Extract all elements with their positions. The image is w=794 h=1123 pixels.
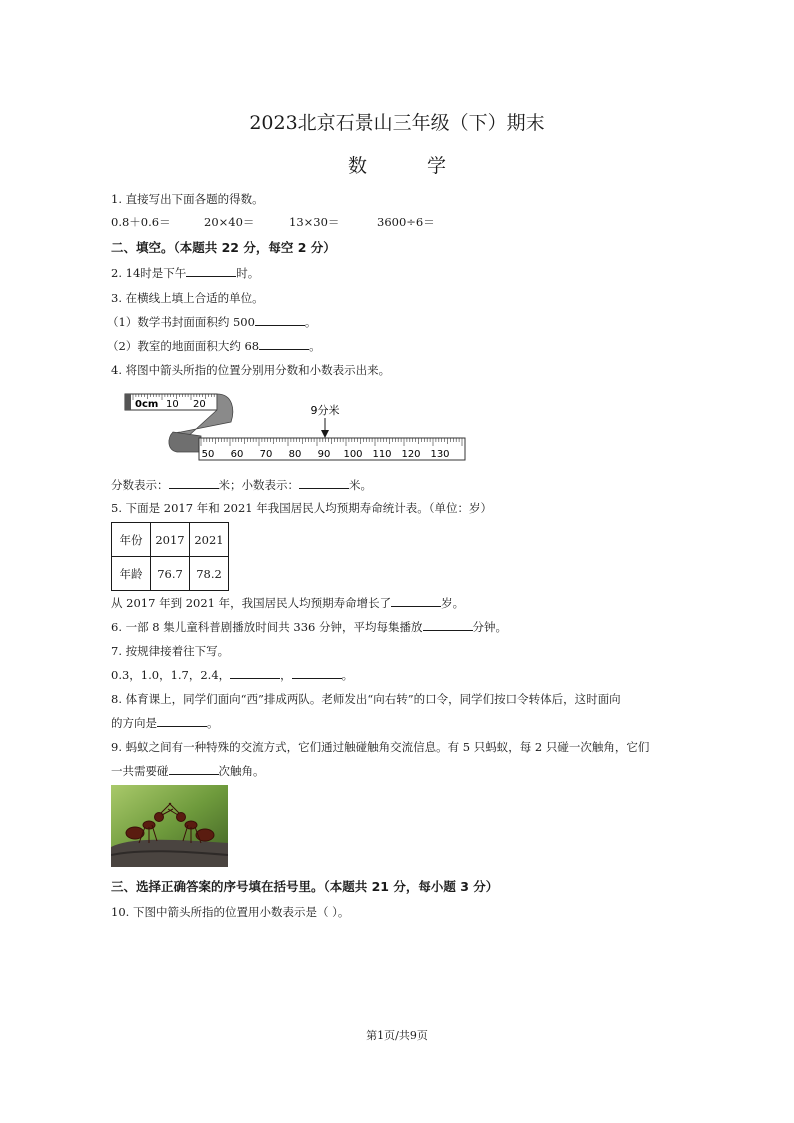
q2-blank (186, 265, 236, 277)
q7-blank-2 (292, 667, 342, 679)
q3b-blank (259, 338, 309, 350)
q8-blank (157, 715, 207, 727)
q3b-suffix: 。 (309, 339, 321, 353)
q1-text: 1. 直接写出下面各题的得数。 (111, 192, 264, 206)
bottom-tick-labels (202, 449, 450, 460)
q3b (107, 338, 321, 354)
subject-title (0, 151, 794, 178)
q4-fraction-label: 分数表示： (111, 478, 169, 492)
q3a-blank (255, 314, 305, 326)
q1-item-1: 0.8＋0.6＝ (111, 215, 171, 229)
tape-curl-back (169, 432, 201, 452)
q4-decimal-blank (299, 477, 349, 489)
table-cell: 2021 (190, 523, 229, 557)
q5-answer (111, 595, 464, 611)
q8-line-1: 8. 体育课上，同学们面向“西”排成两队。老师发出“向右转”的口令，同学们按口令转体后，这时面向 (111, 692, 621, 706)
q7-seq-text: 0.3，1.0，1.7，2.4， (111, 668, 231, 682)
q7-end: 。 (341, 668, 354, 682)
q9-line-2 (111, 763, 265, 779)
q9-blank (169, 763, 219, 775)
q4-answer (111, 477, 372, 493)
table-cell: 2017 (151, 523, 190, 557)
q5-blank (391, 595, 441, 607)
bottom-tick-label: 80 (288, 449, 302, 460)
q4-fraction-blank (169, 477, 219, 489)
arrow-head-icon (321, 430, 329, 438)
q3a-suffix: 。 (304, 315, 317, 329)
q7-text: 7. 按规律接着往下写。 (111, 644, 230, 658)
bottom-tick-label: 70 (259, 449, 273, 460)
tape-measure-figure (121, 388, 471, 468)
subject-char-2: 学 (427, 155, 447, 177)
subject-char-1: 数 (347, 155, 367, 177)
life-expectancy-table (111, 522, 229, 591)
bottom-tick-label: 110 (372, 449, 392, 460)
q9-text: 一共需要碰 (111, 764, 169, 778)
q7-sequence (111, 667, 353, 683)
q9-line-1: 9. 蚂蚁之间有一种特殊的交流方式，它们通过触碰触角交流信息。有 5 只蚂蚁，每 2 只碰一次触角，它们 (111, 740, 650, 754)
ants-photo (111, 785, 228, 867)
q5-suffix: 岁。 (441, 596, 465, 610)
q3b-text: （2）教室的地面面积大约 68 (107, 339, 260, 353)
table-cell: 78.2 (190, 557, 229, 591)
q2-suffix: 时。 (236, 266, 260, 280)
bottom-tick-label: 130 (430, 449, 450, 460)
q4-decimal-label: 米；小数表示： (218, 478, 299, 492)
bottom-tick-label: 100 (343, 449, 363, 460)
q4-text: 4. 将图中箭头所指的位置分别用分数和小数表示出来。 (111, 363, 391, 377)
q9-suffix: 次触角。 (218, 764, 265, 778)
q2-text: 2. 14时是下午 (111, 266, 187, 280)
q8-suffix: 。 (207, 716, 219, 730)
q8-text: 的方向是 (111, 716, 157, 730)
q7-blank-1 (230, 667, 280, 679)
q3a-text: （1）数学书封面面积约 500 (107, 315, 255, 329)
q3a (107, 314, 316, 330)
table-cell: 76.7 (151, 557, 190, 591)
tape-end-cap (125, 394, 131, 410)
q1-item-4: 3600÷6＝ (377, 215, 435, 229)
table-row (112, 557, 229, 591)
q3-text: 3. 在横线上填上合适的单位。 (111, 291, 264, 305)
table-cell: 年龄 (112, 557, 151, 591)
bottom-tick-label: 60 (230, 449, 244, 460)
table-cell: 年份 (112, 523, 151, 557)
q2 (111, 265, 259, 281)
q6 (111, 619, 507, 635)
top-tick-label-10: 10 (166, 399, 179, 410)
page-title: 2023北京石景山三年级（下）期末 (249, 112, 545, 134)
q1-item-3: 13×30＝ (289, 215, 340, 229)
q4-suffix: 米。 (349, 478, 372, 492)
bottom-tick-label: 120 (401, 449, 421, 460)
q5-answer-text: 从 2017 年到 2021 年，我国居民人均预期寿命增长了 (111, 596, 392, 610)
q1-item-2: 20×40＝ (204, 215, 255, 229)
table-row (112, 523, 229, 557)
q6-blank (423, 619, 473, 631)
top-tick-label-0: 0cm (135, 399, 159, 410)
q8-line-2 (111, 715, 219, 731)
q5-text: 5. 下面是 2017 年和 2021 年我国居民人均预期寿命统计表。（单位：岁） (111, 501, 493, 515)
arrow-label: 9分米 (310, 404, 340, 417)
q6-text: 6. 一部 8 集儿童科普剧播放时间共 336 分钟，平均每集播放 (111, 620, 423, 634)
q10-text: 10. 下图中箭头所指的位置用小数表示是（ ）。 (111, 905, 350, 919)
page-footer: 第1页/共9页 (366, 1029, 428, 1042)
section-2-title: 二、填空。（本题共 22 分，每空 2 分） (111, 240, 336, 255)
q6-suffix: 分钟。 (472, 620, 508, 634)
bottom-tick-label: 90 (317, 449, 331, 460)
section-3-title: 三、选择正确答案的序号填在括号里。（本题共 21 分，每小题 3 分） (111, 879, 499, 894)
q7-comma: ， (280, 668, 292, 682)
bottom-tick-label: 50 (201, 449, 215, 460)
top-tick-label-20: 20 (193, 399, 206, 410)
